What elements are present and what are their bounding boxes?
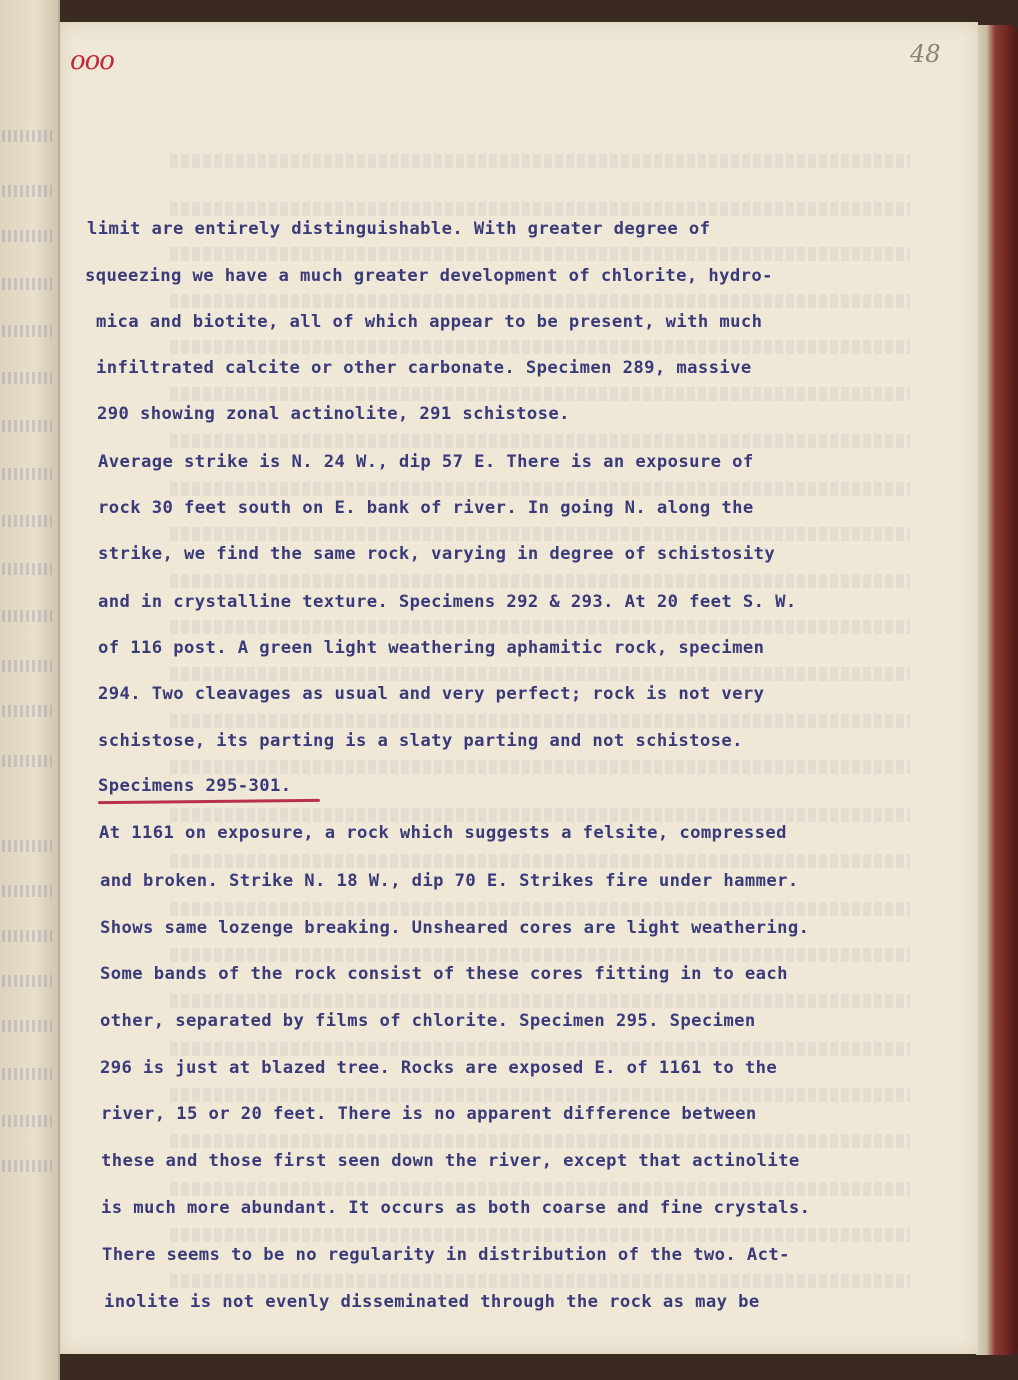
bleed-through-text (170, 434, 910, 448)
bleed-through-text (2, 325, 52, 337)
bleed-through-text (2, 755, 52, 767)
bleed-through-text (170, 1042, 910, 1056)
bleed-through-text (170, 714, 910, 728)
text-line: infiltrated calcite or other carbonate. Specimen 289, massive (96, 358, 752, 378)
text-line: Average strike is N. 24 W., dip 57 E. There is an exposure of (98, 452, 754, 472)
bleed-through-text (2, 278, 52, 290)
text-line: Shows same lozenge breaking. Unsheared cores are light weathering. (100, 918, 810, 938)
bleed-through-text (2, 372, 52, 384)
text-line: rock 30 feet south on E. bank of river. In going N. along the (98, 498, 754, 518)
bleed-through-text (170, 482, 910, 496)
bleed-through-text (2, 930, 52, 942)
text-line: Some bands of the rock consist of these cores fitting in to each (100, 964, 788, 984)
text-line: 290 showing zonal actinolite, 291 schistose. (97, 404, 570, 424)
text-line: is much more abundant. It occurs as both coarse and fine crystals. (101, 1198, 811, 1218)
facing-page-edge (0, 0, 60, 1380)
bleed-through-text (170, 620, 910, 634)
text-line: of 116 post. A green light weathering aphamitic rock, specimen (98, 638, 765, 658)
text-line: and in crystalline texture. Specimens 292 & 293. At 20 feet S. W. (98, 592, 797, 612)
bleed-through-text (2, 1020, 52, 1032)
annotation-mark: ooo (70, 46, 114, 76)
section-heading: Specimens 295-301. (98, 776, 292, 796)
bleed-through-text (2, 130, 52, 142)
bleed-through-text (170, 902, 910, 916)
bleed-through-text (170, 294, 910, 308)
bleed-through-text (2, 185, 52, 197)
bleed-through-text (170, 154, 910, 168)
text-line: strike, we find the same rock, varying in degree of schistosity (98, 544, 776, 564)
bleed-through-text (170, 202, 910, 216)
bleed-through-text (170, 808, 910, 822)
bleed-through-text (170, 340, 910, 354)
bleed-through-text (2, 230, 52, 242)
text-line: and broken. Strike N. 18 W., dip 70 E. Strikes fire under hammer. (100, 871, 799, 891)
bleed-through-text (170, 387, 910, 401)
bleed-through-text (170, 1274, 910, 1288)
bleed-through-text (2, 705, 52, 717)
bleed-through-text (2, 420, 52, 432)
bleed-through-text (170, 1228, 910, 1242)
bleed-through-text (2, 515, 52, 527)
bleed-through-text (2, 610, 52, 622)
text-line: inolite is not evenly disseminated through the rock as may be (104, 1292, 760, 1312)
text-line: other, separated by films of chlorite. Specimen 295. Specimen (100, 1011, 756, 1031)
bleed-through-text (2, 1160, 52, 1172)
bleed-through-text (2, 1115, 52, 1127)
text-line: There seems to be no regularity in distribution of the two. Act- (102, 1245, 790, 1265)
text-line: these and those first seen down the river, except that actinolite (101, 1151, 800, 1171)
text-line: schistose, its parting is a slaty parting and not schistose. (98, 731, 743, 751)
bleed-through-text (170, 1182, 910, 1196)
bleed-through-text (2, 840, 52, 852)
text-line: 296 is just at blazed tree. Rocks are exposed E. of 1161 to the (100, 1058, 778, 1078)
bleed-through-text (2, 1068, 52, 1080)
page-number: 48 (910, 40, 941, 68)
bleed-through-text (170, 247, 910, 261)
bleed-through-text (170, 1134, 910, 1148)
bleed-through-text (170, 574, 910, 588)
bleed-through-text (2, 563, 52, 575)
text-line: At 1161 on exposure, a rock which suggests a felsite, compressed (99, 823, 787, 843)
bleed-through-text (170, 948, 910, 962)
bleed-through-text (2, 468, 52, 480)
bleed-through-text (170, 527, 910, 541)
book-cover-edge (976, 25, 1018, 1355)
text-line: mica and biotite, all of which appear to be present, with much (96, 312, 763, 332)
text-line: limit are entirely distinguishable. With greater degree of (87, 219, 711, 239)
text-line: river, 15 or 20 feet. There is no apparent difference between (101, 1104, 757, 1124)
text-line: 294. Two cleavages as usual and very perfect; rock is not very (98, 684, 765, 704)
bleed-through-text (170, 1088, 910, 1102)
bleed-through-text (170, 854, 910, 868)
bleed-through-text (170, 667, 910, 681)
bleed-through-text (2, 885, 52, 897)
bleed-through-text (2, 660, 52, 672)
text-line: squeezing we have a much greater development of chlorite, hydro- (85, 266, 773, 286)
bleed-through-text (2, 975, 52, 987)
bleed-through-text (170, 760, 910, 774)
bleed-through-text (170, 994, 910, 1008)
